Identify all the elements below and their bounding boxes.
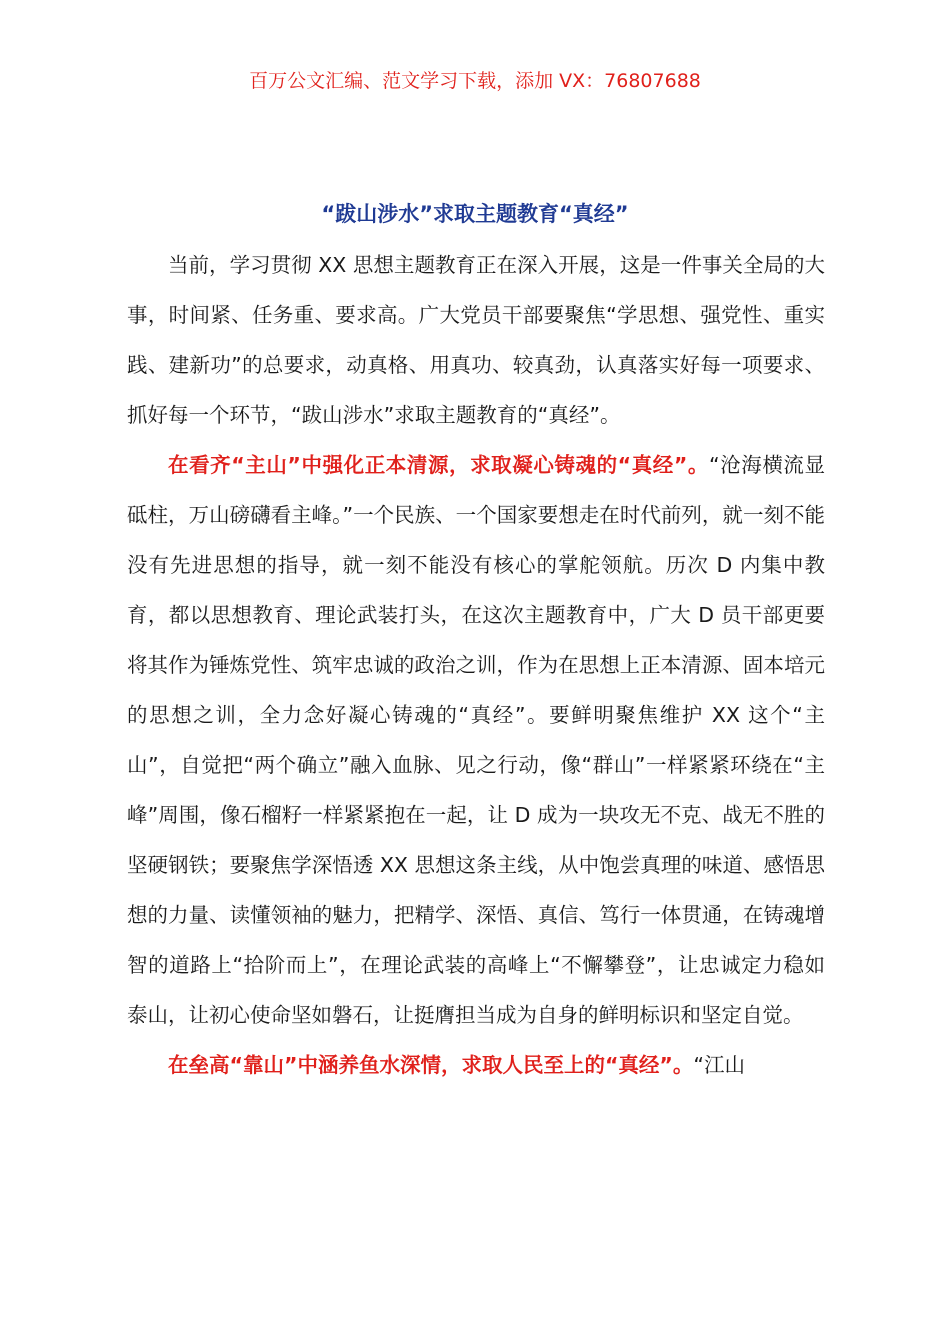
paragraph-lead: 在垒高“靠山”中涵养鱼水深情，求取人民至上的“真经”。 xyxy=(168,1053,694,1077)
paragraph-main-mountain xyxy=(127,440,825,1040)
document-title: “跋山涉水”求取主题教育“真经” xyxy=(321,202,629,226)
paragraph-text: 当前，学习贯彻 XX 思想主题教育正在深入开展，这是一件事关全局的大事，时间紧、任务重、要求高。广大党员干部要聚焦“学思想、强党性、重实践、建新功”的总要求，动真格、用真功、较真劲，认真落实好每一项要求、抓好每一个环节，“跋山涉水”求取主题教育的“真经”。 xyxy=(127,253,825,427)
paragraph-text: “沧海横流显砥柱，万山磅礴看主峰。”一个民族、一个国家要想走在时代前列，就一刻不能没有先进思想的指导，就一刻不能没有核心的掌舵领航。历次 D 内集中教育，都以思想教育、理论武装打头，在这次主题教育中，广大 D 员干部更要将其作为锤炼党性、筑牢忠诚的政治之训，作为在思想上正本清源、固本培元的思想之训，全力念好凝心铸魂的“真经”。要鲜明聚焦维护 XX 这个“主山”，自觉把“两个确立”融入血脉、见之行动，像“群山”一样紧紧环绕在“主峰”周围，像石榴籽一样紧紧抱在一起，让 D 成为一块攻无不克、战无不胜的坚硬钢铁；要聚焦学深悟透 XX 思想这条主线，从中饱尝真理的味道、感悟思想的力量、读懂领袖的魅力，把精学、深悟、真信、笃行一体贯通，在铸魂增智的道路上“拾阶而上”，在理论武装的高峰上“不懈攀登”，让忠诚定力稳如泰山，让初心使命坚如磐石，让挺膺担当成为自身的鲜明标识和坚定自觉。 xyxy=(127,453,825,1027)
header-watermark-line: 百万公文汇编、范文学习下载，添加 VX：76807688 xyxy=(249,70,701,92)
document-body xyxy=(127,240,825,1090)
paragraph-intro xyxy=(127,240,825,440)
paragraph-support-mountain xyxy=(127,1040,825,1090)
paragraph-text: “江山 xyxy=(693,1053,746,1077)
paragraph-lead: 在看齐“主山”中强化正本清源，求取凝心铸魂的“真经”。 xyxy=(168,453,709,477)
